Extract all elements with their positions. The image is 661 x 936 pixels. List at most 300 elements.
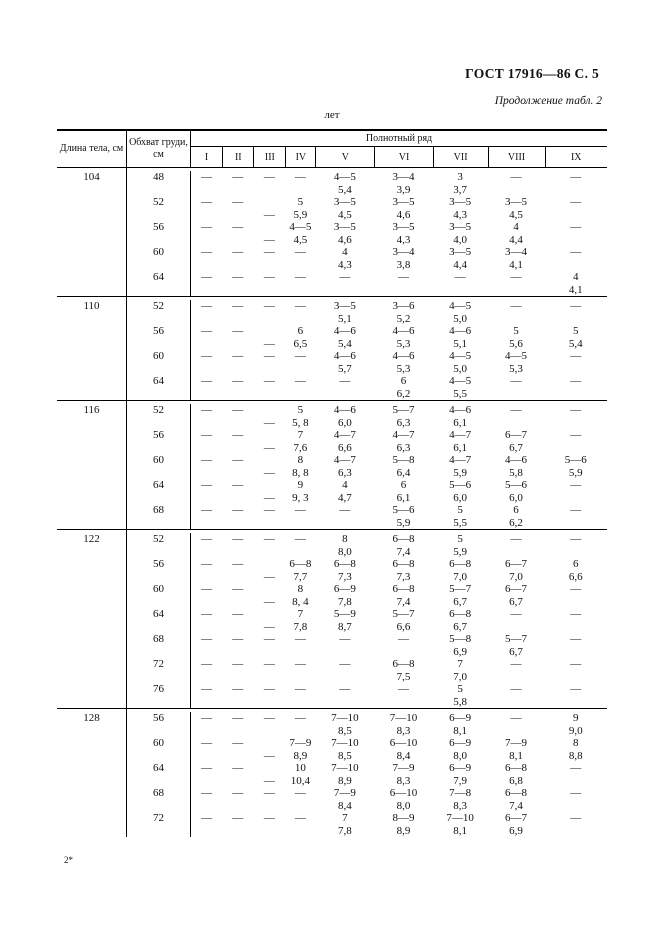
cell-value: 7,4: [396, 545, 411, 558]
cell-value: [222, 725, 253, 738]
cell-value: 7,5: [396, 670, 411, 683]
cell-value: [433, 284, 488, 297]
cell-value: [191, 338, 222, 351]
cell-range: 5—8: [449, 633, 472, 645]
cell-range: 7—9: [289, 737, 312, 749]
cell-range: 6—10: [389, 737, 418, 749]
cell-range: —: [232, 271, 244, 283]
group-rows: [127, 530, 607, 708]
body-length-value: 122: [57, 530, 127, 708]
cell-range: —: [232, 196, 244, 208]
cell-value: [222, 234, 253, 247]
cell-value: [285, 517, 315, 530]
value-line: [191, 621, 607, 634]
cell-range: —: [232, 533, 244, 545]
cell-value: 4,1: [568, 283, 583, 296]
cell-range: —: [263, 633, 275, 645]
cell-range: —: [201, 558, 213, 570]
cell-value: —: [263, 337, 275, 350]
cell-range: 4—5: [449, 300, 472, 312]
row-cells: [191, 171, 607, 196]
body-length-value: 128: [57, 709, 127, 837]
cell-range: 4: [342, 479, 348, 491]
cell-value: [222, 546, 253, 559]
range-line: [191, 350, 607, 363]
cell-value: —: [263, 466, 275, 479]
cell-range: —: [201, 300, 213, 312]
cell-range: —: [201, 504, 213, 516]
cell-value: [285, 259, 315, 272]
table-row: [127, 429, 607, 454]
cell-value: 4,5: [338, 208, 352, 221]
cell-range: —: [201, 454, 213, 466]
chest-girth-value: 56: [127, 712, 191, 737]
cell-range: 9: [572, 712, 579, 724]
cell-range: —: [294, 300, 306, 312]
chest-girth-value: 64: [127, 762, 191, 787]
cell-value: [191, 363, 222, 376]
cell-value: 5,6: [509, 337, 523, 350]
cell-range: —: [263, 787, 275, 799]
cell-range: —: [294, 533, 306, 545]
cell-value: 6,4: [396, 466, 411, 479]
cell-value: [285, 546, 315, 559]
row-cells: [191, 429, 607, 454]
cell-range: —: [232, 350, 244, 362]
cell-range: —: [570, 583, 582, 595]
cell-range: —: [232, 429, 244, 441]
cell-range: 3—5: [505, 196, 528, 208]
cell-range: [253, 762, 285, 775]
cell-range: —: [232, 712, 244, 724]
chest-girth-value: 52: [127, 196, 191, 221]
cell-value: [253, 825, 285, 838]
cell-range: 6—8: [505, 762, 528, 774]
cell-value: [222, 750, 253, 763]
cell-range: —: [263, 812, 275, 824]
cell-value: 5,3: [396, 337, 411, 350]
table-row: [127, 479, 607, 504]
value-line: [191, 388, 607, 401]
range-line: [191, 246, 607, 259]
cell-value: [191, 800, 222, 813]
cell-range: [253, 404, 285, 417]
cell-value: 8,3: [453, 799, 467, 812]
cell-range: [253, 737, 285, 750]
cell-value: 5,9: [293, 208, 308, 221]
table-continuation-note: Продолжение табл. 2: [494, 95, 602, 107]
cell-range: —: [510, 683, 522, 695]
cell-value: 7,9: [453, 774, 467, 787]
cell-value: 8,3: [396, 774, 411, 787]
row-cells: [191, 325, 607, 350]
range-line: [191, 300, 607, 313]
cell-range: 3—5: [392, 196, 415, 208]
value-line: [191, 417, 607, 430]
cell-range: —: [339, 271, 351, 283]
cell-range: 5: [457, 683, 463, 695]
cell-value: 6,1: [396, 491, 411, 504]
cell-range: 3—4: [392, 246, 415, 258]
cell-value: 4,3: [453, 208, 467, 221]
cell-range: —: [570, 608, 582, 620]
range-line: [191, 221, 607, 234]
cell-range: —: [201, 633, 213, 645]
table-row: [127, 787, 607, 812]
cell-value: [488, 671, 545, 684]
cell-value: [191, 442, 222, 455]
cell-range: —: [201, 196, 213, 208]
row-cells: [191, 533, 607, 558]
cell-range: —: [570, 504, 582, 516]
cell-range: 7—10: [331, 762, 359, 774]
table-row: [127, 404, 607, 429]
cell-value: [545, 442, 607, 455]
chest-girth-value: 72: [127, 812, 191, 837]
cell-range: 5—7: [505, 633, 528, 645]
page-footnote-marker: 2*: [64, 855, 73, 865]
cell-value: 5,0: [453, 362, 467, 375]
cell-range: 8: [572, 737, 579, 749]
cell-value: [285, 284, 315, 297]
cell-range: 3—5: [392, 221, 415, 233]
cell-range: —: [263, 246, 275, 258]
cell-value: [315, 696, 374, 709]
chest-girth-value: 52: [127, 300, 191, 325]
cell-value: [488, 184, 545, 197]
cell-value: [191, 284, 222, 297]
range-line: [191, 737, 607, 750]
cell-value: 6,0: [509, 491, 523, 504]
cell-value: 6,6: [568, 570, 583, 583]
cell-value: 4,7: [338, 491, 352, 504]
cell-range: 6—9: [449, 737, 472, 749]
cell-range: —: [294, 375, 306, 387]
body-length-value: 116: [57, 401, 127, 529]
cell-range: —: [570, 300, 582, 312]
cell-value: [222, 621, 253, 634]
chest-girth-value: 72: [127, 658, 191, 683]
cell-value: 6,3: [396, 441, 411, 454]
cell-value: [191, 646, 222, 659]
cell-range: 5: [572, 325, 579, 337]
table-row: [127, 712, 607, 737]
cell-range: —: [510, 608, 522, 620]
cell-range: —: [263, 171, 275, 183]
chest-girth-value: 68: [127, 633, 191, 658]
cell-value: 6,7: [509, 645, 523, 658]
cell-value: 6,3: [396, 416, 411, 429]
cell-value: [545, 671, 607, 684]
cell-range: 5: [513, 325, 519, 337]
cell-value: [222, 417, 253, 430]
row-cells: [191, 608, 607, 633]
cell-range: —: [510, 171, 522, 183]
cell-value: 4,6: [396, 208, 411, 221]
cell-range: 6: [400, 479, 407, 491]
cell-range: —: [201, 404, 213, 416]
cell-value: 5,3: [509, 362, 523, 375]
length-group-128: [57, 708, 607, 837]
cell-value: 5,9: [453, 466, 467, 479]
cell-range: —: [201, 429, 213, 441]
cell-value: [222, 596, 253, 609]
cell-value: [488, 388, 545, 401]
range-line: [191, 504, 607, 517]
cell-value: 3,9: [396, 183, 411, 196]
cell-range: —: [201, 762, 213, 774]
table-row: [127, 683, 607, 708]
cell-value: [253, 646, 285, 659]
cell-value: [545, 492, 607, 505]
cell-range: —: [201, 787, 213, 799]
chest-girth-value: 68: [127, 504, 191, 529]
chest-girth-value: 64: [127, 375, 191, 400]
cell-range: 7—10: [446, 812, 474, 824]
cell-range: —: [510, 375, 522, 387]
cell-value: 7,7: [293, 570, 308, 583]
cell-range: —: [232, 683, 244, 695]
chest-girth-value: 64: [127, 479, 191, 504]
cell-value: [545, 234, 607, 247]
cell-value: [488, 696, 545, 709]
cell-range: 8—9: [392, 812, 415, 824]
column-letter-ix: IX: [545, 147, 607, 167]
cell-value: 9, 3: [292, 491, 309, 504]
cell-range: 7—10: [331, 737, 359, 749]
cell-range: [253, 196, 285, 209]
cell-value: [222, 646, 253, 659]
cell-range: —: [294, 683, 306, 695]
range-line: [191, 375, 607, 388]
column-letter-iv: IV: [285, 147, 315, 167]
cell-value: [191, 313, 222, 326]
cell-value: [545, 775, 607, 788]
chest-girth-value: 60: [127, 583, 191, 608]
cell-value: 3,8: [396, 258, 411, 271]
cell-range: 5—6: [449, 479, 472, 491]
cell-range: [253, 325, 285, 338]
group-rows: [127, 168, 607, 296]
table-row: [127, 221, 607, 246]
cell-range: 4—6: [449, 325, 472, 337]
table-row: [127, 325, 607, 350]
cell-value: 6,7: [453, 620, 467, 633]
cell-value: [222, 259, 253, 272]
cell-value: 8,0: [396, 799, 411, 812]
row-cells: [191, 404, 607, 429]
cell-value: 8,3: [396, 724, 411, 737]
cell-range: —: [339, 683, 351, 695]
cell-value: [545, 696, 607, 709]
cell-value: —: [263, 208, 275, 221]
cell-value: 5,5: [453, 516, 467, 529]
range-line: [191, 762, 607, 775]
cell-value: 8,5: [338, 749, 352, 762]
cell-range: —: [263, 300, 275, 312]
cell-value: 7,0: [453, 670, 467, 683]
cell-value: 8,9: [338, 774, 352, 787]
cell-value: —: [263, 491, 275, 504]
row-cells: [191, 271, 607, 296]
years-label: лет: [324, 109, 340, 121]
cell-range: 4—6: [449, 404, 472, 416]
chest-girth-value: 64: [127, 608, 191, 633]
cell-range: —: [570, 787, 582, 799]
cell-range: [253, 583, 285, 596]
range-line: [191, 454, 607, 467]
cell-range: —: [294, 171, 306, 183]
cell-value: —: [263, 595, 275, 608]
cell-value: —: [263, 416, 275, 429]
value-line: [191, 442, 607, 455]
cell-range: —: [398, 271, 410, 283]
cell-value: 8,4: [396, 749, 411, 762]
cell-value: 3,7: [453, 183, 467, 196]
cell-range: —: [232, 608, 244, 620]
cell-value: 8,1: [509, 749, 523, 762]
cell-value: [545, 825, 607, 838]
cell-range: 8: [297, 454, 304, 466]
cell-range: —: [294, 658, 306, 670]
cell-value: [191, 388, 222, 401]
cell-range: 6—8: [392, 658, 415, 670]
cell-value: [191, 467, 222, 480]
cell-range: —: [201, 350, 213, 362]
cell-range: —: [570, 479, 582, 491]
cell-value: 8,1: [453, 824, 467, 837]
chest-girth-value: 56: [127, 429, 191, 454]
length-group-122: [57, 529, 607, 708]
table-row: [127, 350, 607, 375]
chest-girth-value: 56: [127, 558, 191, 583]
cell-range: —: [294, 787, 306, 799]
range-line: [191, 583, 607, 596]
fullness-row-header: Полнотный ряд: [191, 131, 607, 147]
cell-range: —: [201, 712, 213, 724]
cell-range: 8: [342, 533, 348, 545]
cell-range: —: [232, 479, 244, 491]
cell-value: 4,6: [338, 233, 352, 246]
cell-range: —: [263, 375, 275, 387]
cell-range: 7—8: [449, 787, 472, 799]
chest-girth-value: 60: [127, 246, 191, 271]
cell-range: —: [570, 812, 582, 824]
cell-range: 6—7: [505, 429, 528, 441]
cell-value: [285, 388, 315, 401]
cell-range: 6—8: [392, 583, 415, 595]
cell-value: [545, 621, 607, 634]
cell-range: —: [232, 658, 244, 670]
value-line: [191, 517, 607, 530]
value-line: [191, 750, 607, 763]
cell-range: 3—5: [333, 221, 356, 233]
cell-value: [222, 184, 253, 197]
value-line: [191, 800, 607, 813]
value-line: [191, 284, 607, 297]
cell-range: 7: [297, 429, 304, 441]
cell-range: —: [201, 171, 213, 183]
cell-value: [545, 546, 607, 559]
cell-value: [222, 284, 253, 297]
cell-range: —: [570, 533, 582, 545]
cell-value: [315, 646, 374, 659]
cell-range: [253, 608, 285, 621]
value-line: [191, 209, 607, 222]
size-table: [57, 129, 607, 837]
cell-value: 4,4: [453, 258, 467, 271]
cell-range: 6—8: [333, 558, 356, 570]
cell-value: [545, 417, 607, 430]
row-cells: [191, 350, 607, 375]
cell-value: 5,2: [396, 312, 411, 325]
row-cells: [191, 558, 607, 583]
range-line: [191, 812, 607, 825]
cell-range: 3—6: [392, 300, 415, 312]
cell-value: 7,8: [293, 620, 308, 633]
cell-value: [253, 725, 285, 738]
cell-range: —: [570, 658, 582, 670]
cell-range: —: [510, 300, 522, 312]
cell-value: [315, 671, 374, 684]
cell-range: —: [510, 271, 522, 283]
table-row: [127, 246, 607, 271]
cell-value: [253, 671, 285, 684]
cell-range: 3: [457, 171, 463, 183]
value-line: [191, 259, 607, 272]
cell-range: —: [510, 658, 522, 670]
cell-range: —: [570, 171, 582, 183]
cell-range: 5—7: [392, 404, 415, 416]
cell-value: [545, 363, 607, 376]
chest-girth-value: 60: [127, 350, 191, 375]
cell-value: 4,5: [509, 208, 523, 221]
cell-range: —: [339, 658, 351, 670]
cell-range: [253, 221, 285, 234]
row-cells: [191, 633, 607, 658]
cell-range: —: [263, 504, 275, 516]
cell-range: —: [570, 246, 582, 258]
cell-range: 4—6: [392, 325, 415, 337]
group-rows: [127, 401, 607, 529]
cell-value: 5,5: [453, 387, 467, 400]
value-line: [191, 467, 607, 480]
cell-value: 5,0: [453, 312, 467, 325]
cell-range: 4—7: [449, 454, 472, 466]
table-row: [127, 737, 607, 762]
row-cells: [191, 762, 607, 787]
cell-value: [222, 467, 253, 480]
fullness-header-group: [191, 131, 607, 167]
cell-range: —: [570, 350, 582, 362]
cell-value: [374, 696, 432, 709]
value-line: [191, 596, 607, 609]
cell-value: 6,6: [396, 620, 411, 633]
cell-range: 4—7: [333, 454, 356, 466]
cell-value: [253, 517, 285, 530]
cell-value: 8, 8: [292, 466, 309, 479]
cell-value: [222, 209, 253, 222]
cell-value: [222, 800, 253, 813]
table-row: [127, 608, 607, 633]
chest-girth-value: 60: [127, 737, 191, 762]
cell-range: 6—9: [449, 712, 472, 724]
cell-value: [191, 492, 222, 505]
cell-value: 7,6: [293, 441, 308, 454]
cell-value: 8,1: [453, 724, 467, 737]
cell-value: 4,5: [293, 233, 308, 246]
table-row: [127, 633, 607, 658]
